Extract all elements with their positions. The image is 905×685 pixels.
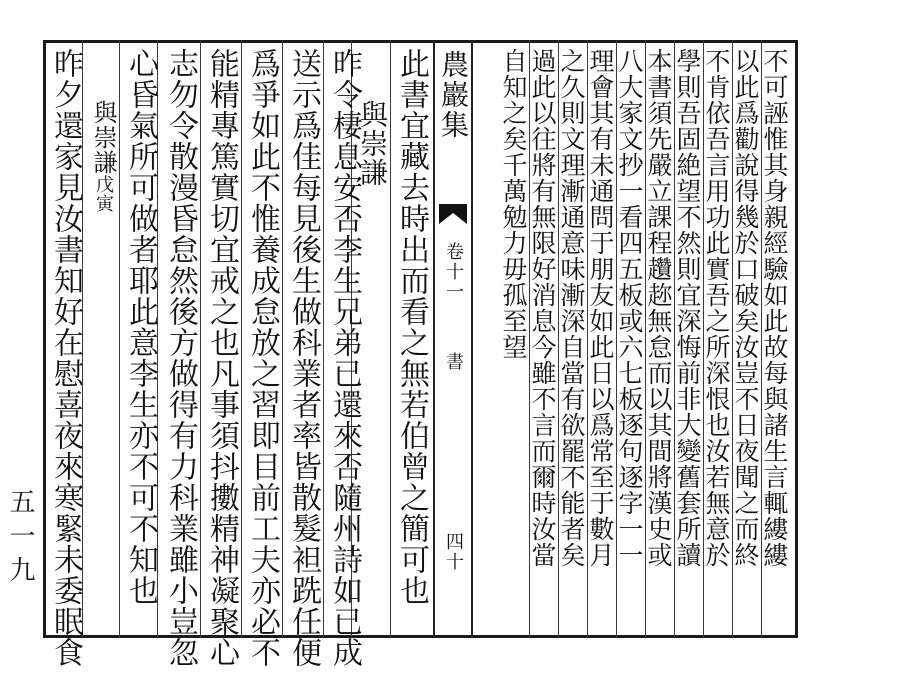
- column-rule: [241, 40, 242, 638]
- column-rule: [616, 40, 617, 638]
- letter-heading: 與崇謙: [356, 100, 389, 187]
- text-column: 不可誣惟其身親經驗如此故每與諸生言輒縷縷: [760, 48, 789, 568]
- text-column: 不肯依吾言用功此實吾之所深恨也汝若無意於: [702, 48, 731, 568]
- text-column: 能精專篤實切宜戒之也凡事須抖擻精神凝聚心: [204, 48, 239, 668]
- text-column: 昨令棲息安否李生兄弟已還來否隨州詩如已成: [327, 48, 362, 668]
- letter-title: 與崇謙: [89, 100, 117, 175]
- column-rule: [732, 40, 733, 638]
- column-rule: [587, 40, 588, 638]
- fishtail-mark-icon: [439, 204, 467, 224]
- column-rule: [200, 40, 201, 638]
- text-column: 以此爲勸說得幾於口破矣汝豈不日夜聞之而終: [731, 48, 760, 568]
- letter-year-note: 戊寅: [93, 175, 114, 213]
- center-rule-left: [433, 40, 435, 638]
- text-column: 志勿令散漫昏怠然後方做得有力科業雖小豈忽: [163, 48, 198, 668]
- text-column: 自知之矣千萬勉力毋孤至望: [499, 48, 528, 360]
- text-column: 昨夕還家見汝書知好在慰喜夜來寒緊未委眠食: [48, 48, 83, 668]
- column-rule: [529, 40, 530, 638]
- text-column: 送示爲佳每見後生做科業者率皆散髮袒跣任便: [286, 48, 321, 668]
- column-rule: [390, 40, 391, 638]
- center-rule-right: [471, 40, 473, 638]
- letter-heading: [86, 100, 120, 680]
- section-label: 書: [443, 352, 464, 370]
- text-column: 八大家文抄一看四五板或六七板逐句逐字一一: [615, 48, 644, 568]
- column-rule: [323, 40, 324, 638]
- collection-title: 農巖集: [437, 50, 470, 140]
- column-rule: [703, 40, 704, 638]
- text-column: 理會其有未通問于朋友如此日以爲常至于數月: [586, 48, 615, 568]
- volume-label: 卷十一: [443, 242, 464, 302]
- text-column: 本書須先嚴立課程趲趂無怠而以其間將漢史或: [644, 48, 673, 568]
- column-rule: [645, 40, 646, 638]
- text-column: 此書宜藏去時出而看之無若伯曾之簡可也: [394, 48, 429, 606]
- column-rule: [674, 40, 675, 638]
- column-rule: [282, 40, 283, 638]
- leaf-number: 四十: [443, 532, 464, 572]
- text-column: 學則吾固絶望不然則宜深悔前非大變舊套所讀: [673, 48, 702, 568]
- text-column: 心昏氣所可做者耶此意李生亦不可不知也: [123, 48, 158, 606]
- text-column: 之久則文理漸通意味漸深自當有欲罷不能者矣: [557, 48, 586, 568]
- column-rule: [558, 40, 559, 638]
- text-column: 過此以往將有無限好消息今雖不言而爾時汝當: [528, 48, 557, 568]
- page-number: 五一九: [5, 488, 35, 590]
- column-rule: [761, 40, 762, 638]
- center-fold: [436, 44, 470, 634]
- text-column: 爲爭如此不惟養成怠放之習即目前工夫亦必不: [245, 48, 280, 668]
